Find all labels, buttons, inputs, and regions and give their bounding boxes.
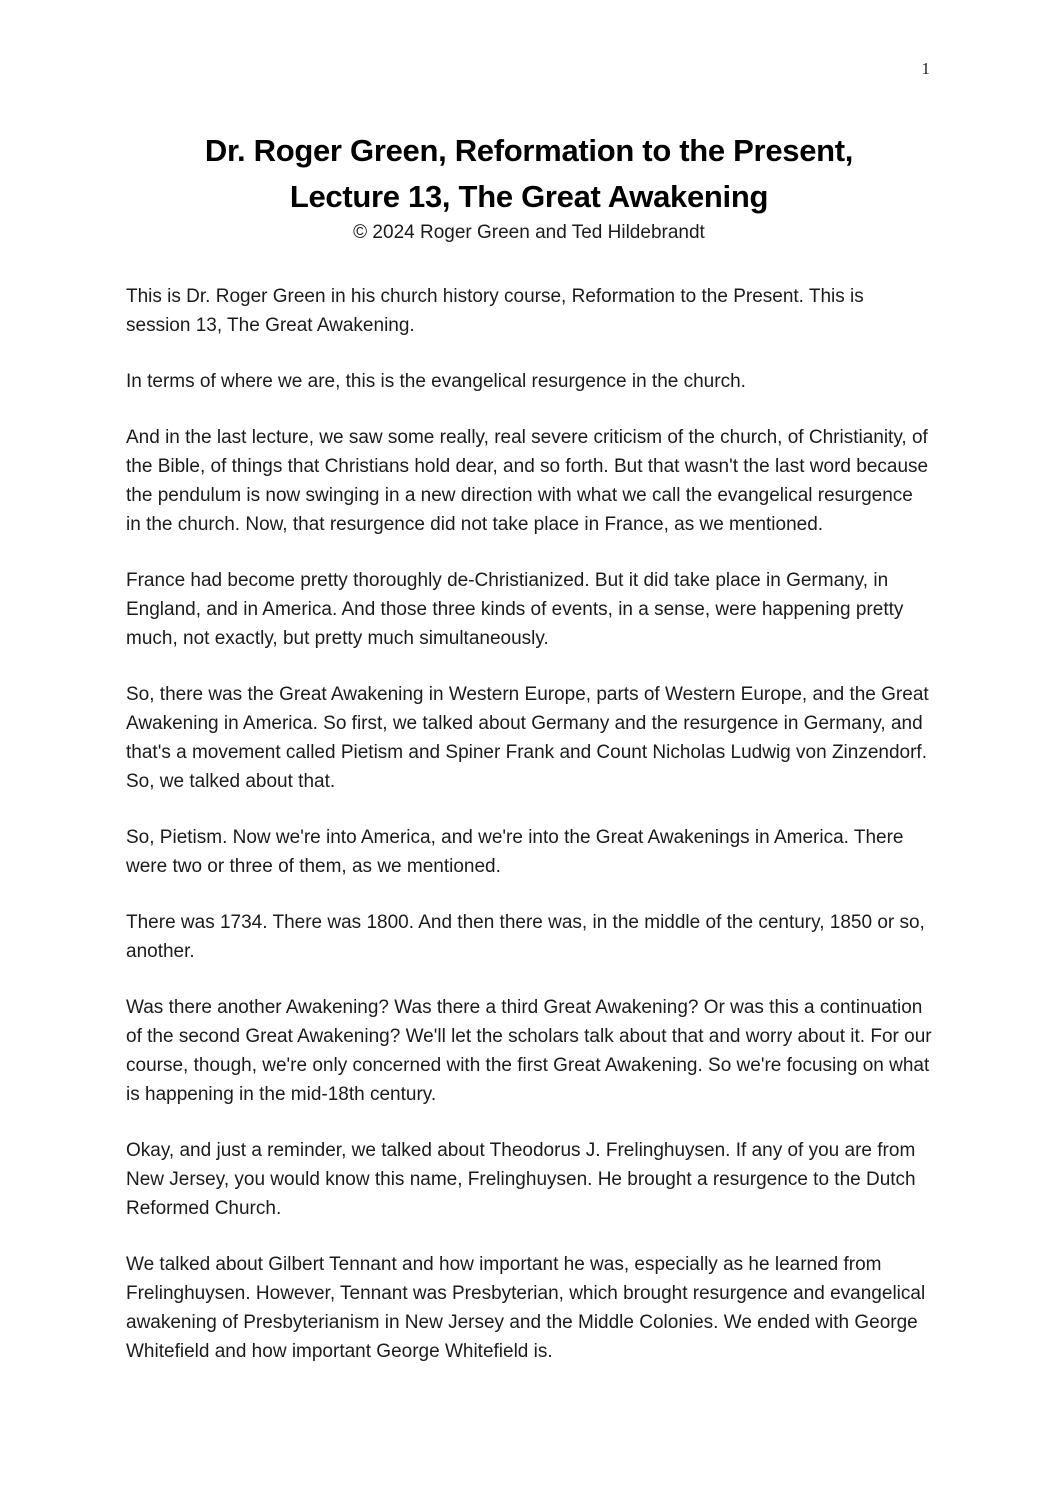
paragraph-3: And in the last lecture, we saw some really, real severe criticism of the church, of Christianity, of the Bible, of things that Christians hold dear, and so forth. But that wasn't the last word because the pendulum is now swinging in a new direction with what we call the evangelical resurgence in the church. Now, that resurgence did not take place in France, as we mentioned. [126, 427, 929, 535]
paragraph-2: In terms of where we are, this is the evangelical resurgence in the church. [126, 371, 746, 392]
paragraph-9: Okay, and just a reminder, we talked about Theodorus J. Frelinghuysen. If any of you are from New Jersey, you would know this name, Frelinghuysen. He brought a resurgence to the Dutch Reformed Church. [126, 1140, 916, 1219]
document-body [126, 282, 932, 1366]
paragraph-4: France had become pretty thoroughly de-Christianized. But it did take place in Germany, in England, and in America. And those three kinds of events, in a sense, were happening pretty much, not exactly, but pretty much simultaneously. [126, 570, 904, 649]
page-number: 1 [921, 59, 930, 78]
paragraph-8: Was there another Awakening? Was there a third Great Awakening? Or was this a continuation of the second Great Awakening? We'll let the scholars talk about that and worry about it. For our course, though, we're only concerned with the first Great Awakening. So we're focusing on what is happening in the mid-18th century. [126, 997, 932, 1105]
document-title [126, 128, 932, 220]
paragraph-1: This is Dr. Roger Green in his church history course, Reformation to the Present. This is session 13, The Great Awakening. [126, 286, 864, 336]
paragraph-7: There was 1734. There was 1800. And then there was, in the middle of the century, 1850 or so, another. [126, 912, 925, 962]
paragraph-6: So, Pietism. Now we're into America, and we're into the Great Awakenings in America. There were two or three of them, as we mentioned. [126, 827, 904, 877]
copyright-line: © 2024 Roger Green and Ted Hildebrandt [353, 222, 705, 243]
title-line-2: Lecture 13, The Great Awakening [289, 179, 769, 214]
paragraph-10: We talked about Gilbert Tennant and how important he was, especially as he learned from Frelinghuysen. However, Tennant was Presbyterian, which brought resurgence and evangelical awakening of Presbyterianism in New Jersey and the Middle Colonies. We ended with George Whitefield and how important George Whitefield is. [126, 1254, 926, 1362]
paragraph-5: So, there was the Great Awakening in Western Europe, parts of Western Europe, and the Great Awakening in America. So first, we talked about Germany and the resurgence in Germany, and that's a movement called Pietism and Spiner Frank and Count Nicholas Ludwig von Zinzendorf. So, we talked about that. [126, 684, 929, 792]
title-line-1: Dr. Roger Green, Reformation to the Present, [204, 133, 854, 168]
